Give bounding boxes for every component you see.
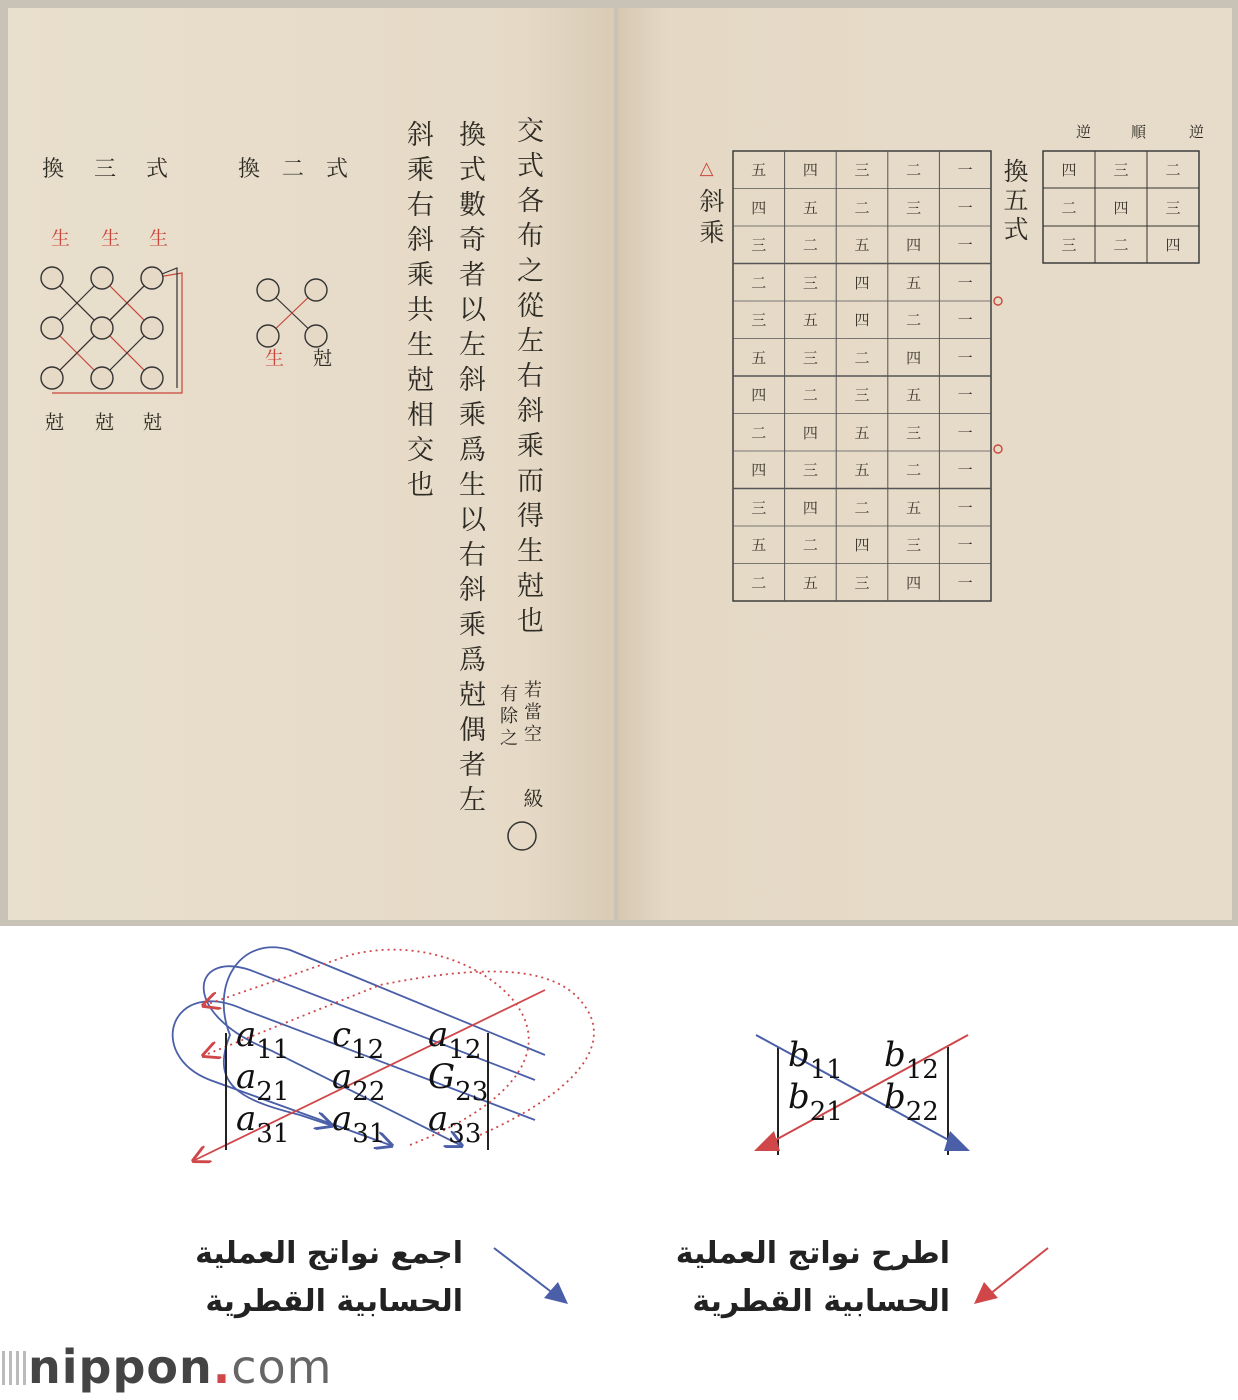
- matrix2-entry-var: b: [884, 1035, 906, 1075]
- matrix3-entry-var: a: [236, 1057, 257, 1097]
- big-table-cell: 五: [751, 536, 767, 555]
- text-column-1-note-b: 有除之: [497, 684, 518, 750]
- matrix3-entry-sub: 31: [256, 1119, 290, 1149]
- matrix3-entry-var: G: [428, 1057, 456, 1097]
- matrix3-entry-sub: 12: [448, 1035, 482, 1065]
- left-page: [8, 8, 614, 920]
- big-table-cell: 一: [957, 573, 973, 592]
- legend-sub-line-2: الحسابية القطرية: [692, 1284, 950, 1319]
- big-table-cell: 五: [906, 498, 922, 517]
- matrix3-entry-var: a: [332, 1057, 353, 1097]
- big-table-cell: 二: [854, 498, 870, 517]
- matrix3-entry-var: a: [236, 1015, 257, 1055]
- header-label-2: 順: [1129, 124, 1147, 139]
- big-table-cell: 五: [906, 386, 922, 405]
- matrix2-entry-sub: 21: [809, 1097, 843, 1127]
- matrix2-entry-sub: 12: [905, 1055, 939, 1085]
- big-table-cell: 二: [906, 311, 922, 330]
- big-table-cell: 二: [751, 273, 767, 292]
- ke-label-1: 尅: [42, 412, 64, 431]
- legend-add-line-1: اجمع نواتج العملية: [195, 1236, 463, 1271]
- five-form-label: 換五式: [1000, 158, 1029, 245]
- big-table-cell: 一: [957, 461, 973, 480]
- big-table-cell: 二: [802, 236, 818, 255]
- matrix3-entry-sub: 31: [352, 1119, 386, 1149]
- big-table-cell: 五: [751, 348, 767, 367]
- big-table-cell: 五: [854, 236, 870, 255]
- header-label-1: 逆: [1187, 124, 1205, 139]
- right-page: [618, 8, 1232, 920]
- text-column-2: 換式數奇者以左斜乘爲生以右斜乘爲尅偶者左: [454, 120, 485, 820]
- matrix3-entry-sub: 21: [256, 1077, 290, 1107]
- sheng-label-2: 生: [98, 228, 120, 247]
- big-table-cell: 四: [751, 461, 767, 480]
- matrix3-entry-var: a: [428, 1015, 449, 1055]
- small-table-cell: 三: [1165, 198, 1181, 217]
- ke-label-2: 尅: [92, 412, 114, 431]
- big-table-cell: 三: [751, 498, 767, 517]
- big-table-cell: 三: [854, 573, 870, 592]
- big-table-cell: 一: [957, 423, 973, 442]
- big-table-cell: 三: [802, 348, 818, 367]
- big-table-cell: 四: [906, 236, 922, 255]
- matrix3-entry-sub: 12: [351, 1035, 385, 1065]
- matrix2-entry-sub: 22: [905, 1097, 939, 1127]
- diagram-2-title: 換二式: [238, 157, 371, 182]
- big-table-cell: 四: [751, 386, 767, 405]
- small-table-cell: 二: [1061, 198, 1077, 217]
- matrix2-entry: [788, 1077, 843, 1127]
- diagram-3-title: 換三式: [42, 157, 199, 182]
- big-table-cell: 一: [957, 386, 973, 405]
- big-table-cell: 五: [751, 161, 767, 180]
- big-table-cell: 一: [957, 273, 973, 292]
- big-table-cell: 五: [854, 423, 870, 442]
- big-table-cell: 三: [854, 161, 870, 180]
- big-table-cell: 三: [751, 311, 767, 330]
- matrix3-entry-sub: 22: [352, 1077, 386, 1107]
- big-table-cell: 一: [957, 236, 973, 255]
- big-table-cell: 三: [906, 198, 922, 217]
- ke-label-3: 尅: [140, 412, 162, 431]
- text-column-1-note-a: 若當空: [521, 680, 542, 746]
- matrix3-entry: [236, 1099, 289, 1149]
- matrix3-entry-var: a: [236, 1099, 257, 1139]
- big-table-cell: 一: [957, 198, 973, 217]
- big-table-cell: 一: [957, 498, 973, 517]
- small-table-cell: 三: [1113, 161, 1129, 180]
- big-table-cell: 三: [906, 423, 922, 442]
- logo-main: nippon: [28, 1340, 213, 1394]
- big-table-cell: 四: [906, 573, 922, 592]
- sheng-label-3: 生: [146, 228, 168, 247]
- big-table-cell: 五: [906, 273, 922, 292]
- small-table-cell: 四: [1061, 161, 1077, 180]
- matrix2-entry-var: b: [788, 1077, 810, 1117]
- big-table-cell: 三: [854, 386, 870, 405]
- big-table-cell: 五: [854, 461, 870, 480]
- big-table-cell: 二: [854, 348, 870, 367]
- legend-add-line-2: الحسابية القطرية: [205, 1284, 463, 1319]
- big-table-cell: 四: [802, 423, 818, 442]
- big-table-cell: 五: [802, 198, 818, 217]
- big-table-cell: 四: [802, 498, 818, 517]
- matrix2-entry: [884, 1077, 939, 1127]
- side-label: 斜乘: [696, 188, 725, 250]
- matrix3-entry-var: a: [428, 1099, 449, 1139]
- sheng-label-2x2: 生: [262, 348, 284, 367]
- big-table-cell: 二: [751, 573, 767, 592]
- matrix2-entry-var: b: [788, 1035, 810, 1075]
- big-table-cell: 一: [957, 311, 973, 330]
- small-table-cell: 四: [1113, 198, 1129, 217]
- logo-bars-icon: [2, 1351, 28, 1385]
- big-table-cell: 二: [854, 198, 870, 217]
- big-table-cell: 四: [802, 161, 818, 180]
- triangle-mark: △: [696, 158, 717, 179]
- small-table-cell: 四: [1165, 236, 1181, 255]
- legend-sub-line-1: اطرح نواتج العملية: [675, 1236, 950, 1271]
- text-column-3: 斜乘右斜乘共生尅相交也: [402, 120, 433, 505]
- big-table-cell: 四: [751, 198, 767, 217]
- empty-circle-mark: [504, 818, 544, 858]
- matrix3-entry-sub: 11: [256, 1035, 290, 1065]
- big-table-cell: 五: [802, 573, 818, 592]
- matrix3-entry-sub: 33: [448, 1119, 482, 1149]
- ke-label-2x2: 尅: [310, 348, 332, 367]
- text-column-1: 交式各布之從左右斜乘而得生尅也: [512, 116, 543, 641]
- sheng-label-1: 生: [48, 228, 70, 247]
- matrix3-entry-var: c: [332, 1015, 352, 1055]
- small-table-cell: 二: [1165, 161, 1181, 180]
- big-table-cell: 三: [802, 273, 818, 292]
- small-table-cell: 二: [1113, 236, 1129, 255]
- two-by-two-diagram: [248, 270, 328, 350]
- big-table-cell: 四: [854, 311, 870, 330]
- big-table-cell: 五: [802, 311, 818, 330]
- big-table-cell: 四: [854, 536, 870, 555]
- red-arrow-icon: [968, 1240, 1058, 1312]
- red-marks: [988, 294, 1008, 464]
- matrix3-entry: [332, 1099, 385, 1149]
- matrix2-entry-var: b: [884, 1077, 906, 1117]
- legend-add-text: [163, 1230, 463, 1326]
- nippon-logo: [2, 1340, 332, 1394]
- big-table-cell: 一: [957, 536, 973, 555]
- big-table-cell: 三: [802, 461, 818, 480]
- matrix3-entry: [428, 1099, 481, 1149]
- logo-dot: .: [212, 1340, 232, 1394]
- matrix2-entry-sub: 11: [809, 1055, 843, 1085]
- big-table-cell: 二: [751, 423, 767, 442]
- matrix3-entry-var: a: [332, 1099, 353, 1139]
- big-table-cell: 四: [854, 273, 870, 292]
- big-table-cell: 二: [906, 461, 922, 480]
- big-table-cell: 三: [906, 536, 922, 555]
- two-by-two-determinant-diagram: [750, 1025, 980, 1165]
- big-table-cell: 一: [957, 161, 973, 180]
- big-table-cell: 二: [906, 161, 922, 180]
- blue-arrow-icon: [488, 1240, 578, 1312]
- legend-sub-text: [650, 1230, 950, 1326]
- big-table-cell: 二: [802, 386, 818, 405]
- small-table-cell: 三: [1061, 236, 1077, 255]
- big-table-cell: 四: [906, 348, 922, 367]
- logo-end: com: [231, 1340, 333, 1394]
- big-table-cell: 一: [957, 348, 973, 367]
- big-table-cell: 三: [751, 236, 767, 255]
- big-table-cell: 二: [802, 536, 818, 555]
- header-label-3: 逆: [1074, 124, 1092, 139]
- text-column-1-tail: 級: [520, 788, 544, 808]
- matrix3-entry-sub: 23: [455, 1077, 489, 1107]
